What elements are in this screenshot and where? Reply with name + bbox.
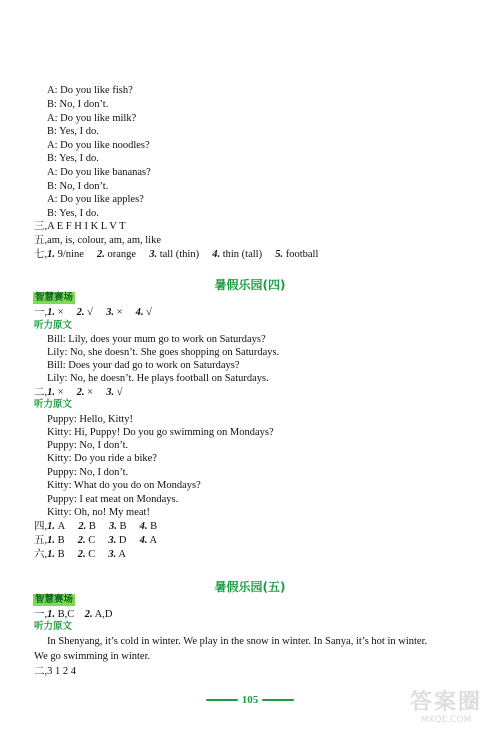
item-answer: orange [104,249,137,260]
dialogue-line: Bill: Does your dad go to work on Saturdays? [47,360,240,371]
item-number: 4. [212,249,221,260]
item-answer: B [55,535,65,546]
item-answer: 9/nine [55,249,84,260]
item-answer: × [84,387,94,398]
item-answer: A [116,549,126,560]
dialogue-line: A: Do you like noodles? [47,140,150,151]
watermark-logo: 答案圈 [409,690,482,715]
item-number: 3. [106,387,115,398]
answer-2: 二,3 1 2 4 [34,666,76,677]
section-tag: 智慧赛场 [35,594,74,605]
dialogue-line: B: Yes, I do. [47,153,99,164]
dialogue-line: Lily: No, she doesn’t. She goes shopping on Saturdays. [47,347,280,358]
answer-prefix: 六, [34,549,48,560]
item-answer: B [55,549,65,560]
item-number: 4. [135,307,144,318]
dialogue-line: A: Do you like milk? [47,113,137,124]
item-number: 3. [106,307,114,318]
answer-prefix: 一, [34,307,48,318]
listening-label: 听力原文 [34,621,73,632]
item-answer: B [147,521,158,532]
dialogue-line: Kitty: Hi, Puppy! Do you go swimming on Mondays? [47,427,274,438]
dialogue-line: B: Yes, I do. [47,126,99,137]
item-number: 1. [47,521,55,532]
passage-line: In Shenyang, it’s cold in winter. We play in the snow in winter. In Sanya, it’s hot in winter. [47,636,428,647]
footer-decoration [262,699,294,701]
item-number: 2. [78,521,87,532]
dialogue-line: A: Do you like apples? [47,194,144,205]
item-answer: √ [114,387,123,398]
dialogue-line: Kitty: What do you do on Mondays? [47,480,201,491]
item-number: 4. [139,521,148,532]
watermark-url: MXQE.COM [420,715,472,725]
item-number: 3. [108,521,117,532]
listening-label: 听力原文 [34,399,73,410]
dialogue-line: Kitty: Do you ride a bike? [47,453,157,464]
item-answer: D [116,535,127,546]
section-tag: 智慧赛场 [35,292,74,303]
answer-5: 五,am, is, colour, am, am, like [34,235,162,246]
item-number: 2. [77,535,86,546]
item-number: 1. [47,307,55,318]
item-number: 2. [76,387,85,398]
item-number: 1. [47,387,55,398]
dialogue-line: B: No, I don’t. [47,181,109,192]
answer-prefix: 一, [34,609,48,620]
answer-prefix: 四, [34,521,48,532]
answer-5b [34,534,157,547]
dialogue-line: Lily: No, he doesn’t. He plays football on Saturdays. [47,373,269,384]
item-answer: A [147,535,158,546]
item-answer: √ [143,307,152,318]
item-answer: B [116,521,127,532]
item-answer: × [113,307,123,318]
item-number: 2. [77,549,86,560]
item-answer: thin (tall) [220,249,263,260]
listening-label: 听力原文 [34,320,73,331]
section-title: 暑假乐园(四) [214,278,286,292]
item-answer: tall (thin) [157,249,200,260]
item-number: 1. [47,535,55,546]
item-number: 5. [275,249,284,260]
answer-prefix: 七, [34,249,48,260]
dialogue-line: A: Do you like bananas? [47,167,151,178]
answer-1 [34,608,112,621]
item-number: 1. [47,549,55,560]
answer-7 [34,248,318,261]
section-title: 暑假乐园(五) [214,580,286,594]
footer-decoration [206,699,238,701]
item-number: 2. [97,249,105,260]
item-answer: football [283,249,319,260]
item-answer: B,C [55,609,75,620]
item-number: 2. [84,609,93,620]
dialogue-line: A: Do you like fish? [47,85,133,96]
dialogue-line: B: Yes, I do. [47,208,99,219]
page-number: 105 [241,694,259,706]
answer-1 [34,306,152,319]
item-answer: × [55,387,64,398]
answer-6 [34,548,126,561]
watermark [400,691,492,731]
item-answer: A,D [92,609,113,620]
item-number: 3. [108,535,117,546]
passage-line: We go swimming in winter. [34,651,151,662]
answer-prefix: 五, [34,535,48,546]
item-number: 3. [149,249,158,260]
item-number: 1. [47,609,55,620]
item-answer: B [86,521,96,532]
dialogue-line: B: No, I don’t. [47,99,109,110]
item-number: 2. [76,307,85,318]
dialogue-line: Puppy: No, I don’t. [47,440,129,451]
answer-3: 三,A E F H I K L V T [34,221,126,232]
answer-2 [34,386,122,399]
dialogue-line: Puppy: I eat meat on Mondays. [47,494,179,505]
item-answer: C [85,549,96,560]
dialogue-line: Bill: Lily, does your mum go to work on Saturdays? [47,334,266,345]
item-answer: C [85,535,96,546]
item-answer: √ [84,307,93,318]
dialogue-line: Kitty: Oh, no! My meat! [47,507,150,518]
item-answer: A [55,521,66,532]
item-number: 1. [47,249,55,260]
item-number: 3. [108,549,117,560]
dialogue-line: Puppy: Hello, Kitty! [47,414,134,425]
answer-prefix: 二, [34,387,48,398]
dialogue-line: Puppy: No, I don’t. [47,467,129,478]
item-answer: × [55,307,64,318]
answer-4 [34,520,157,533]
item-number: 4. [139,535,148,546]
